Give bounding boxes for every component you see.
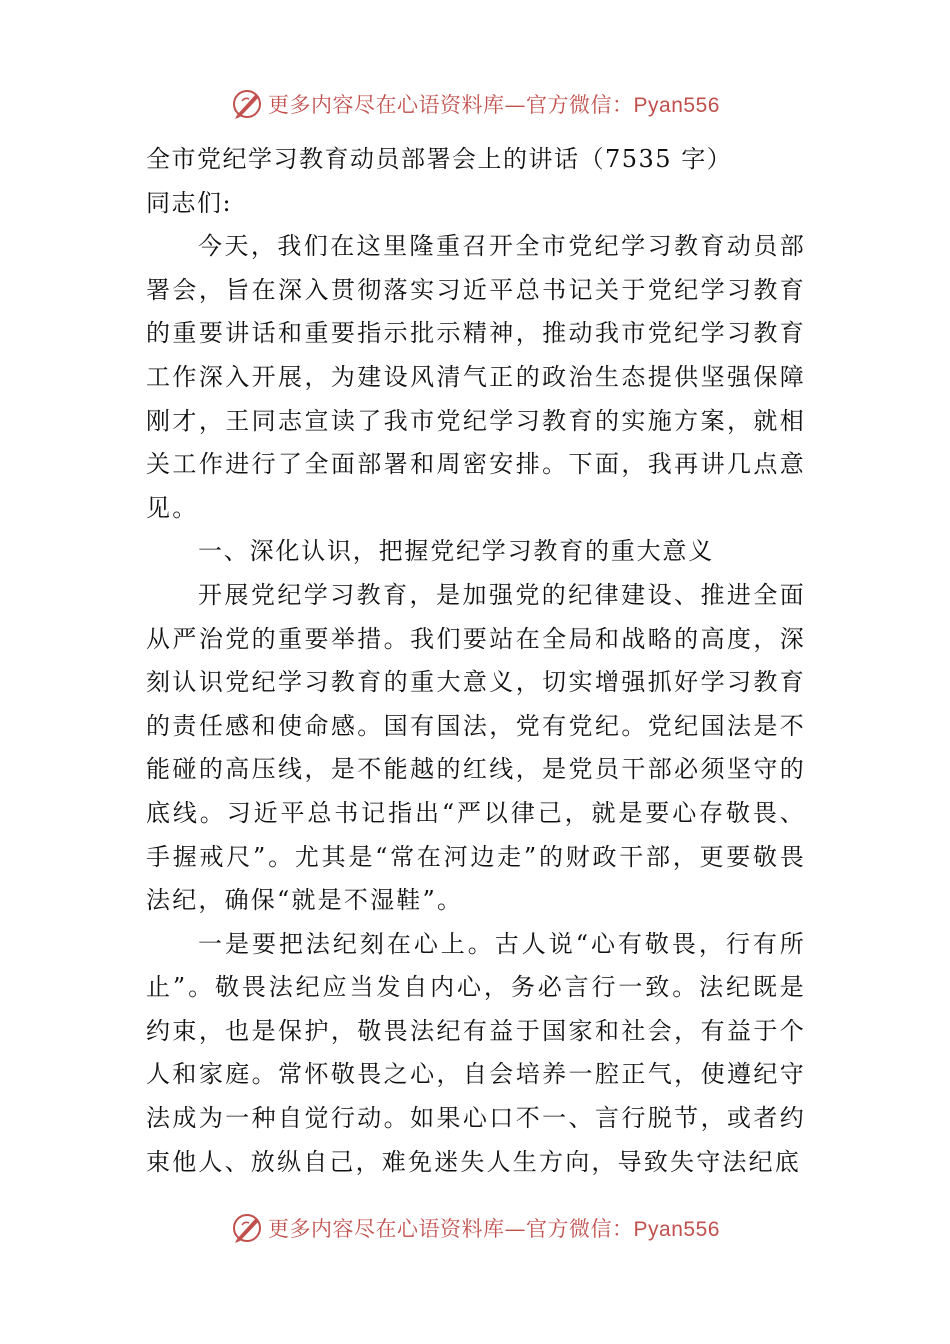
paragraph-intro: 今天，我们在这里隆重召开全市党纪学习教育动员部署会，旨在深入贯彻落实习近平总书记关于党纪学习教育的重要讲话和重要指示批示精神，推动我市党纪学习教育工作深入开展，为建设风清气正的政治生态提供坚强保障刚才，王同志宣读了我市党纪学习教育的实施方案，就相关工作进行了全面部署和周密安排。下面，我再讲几点意见。 xyxy=(146,232,806,522)
header-watermark-text: 更多内容尽在心语资料库—官方微信：Pyan556 xyxy=(268,93,720,117)
document-body xyxy=(146,138,806,1184)
pen-logo-icon xyxy=(230,87,264,121)
section-heading: 一、深化认识，把握党纪学习教育的重大意义 xyxy=(198,537,714,566)
pen-logo-icon xyxy=(230,1211,264,1245)
document-title: 全市党纪学习教育动员部署会上的讲话（7535 字） xyxy=(146,145,733,173)
footer-watermark-text: 更多内容尽在心语资料库—官方微信：Pyan556 xyxy=(268,1217,720,1241)
paragraph-significance: 开展党纪学习教育，是加强党的纪律建设、推进全面从严治党的重要举措。我们要站在全局和战略的高度，深刻认识党纪学习教育的重大意义，切实增强抓好学习教育的责任感和使命感。国有国法，党有党纪。党纪国法是不能碰的高压线，是不能越的红线，是党员干部必须坚守的底线。习近平总书记指出“严以律己，就是要心存敬畏、手握戒尺”。尤其是“常在河边走”的财政干部，更要敬畏法纪，确保“就是不湿鞋”。 xyxy=(146,580,806,915)
salutation: 同志们: xyxy=(146,188,233,217)
paragraph-point-one: 一是要把法纪刻在心上。古人说“心有敬畏，行有所止”。敬畏法纪应当发自内心，务必言行一致。法纪既是约束，也是保护，敬畏法纪有益于国家和社会，有益于个人和家庭。常怀敬畏之心，自会培养一腔正气，使遵纪守法成为一种自觉行动。如果心口不一、言行脱节，或者约束他人、放纵自己，难免迷失人生方向，导致失守法纪底 xyxy=(146,929,806,1176)
header-watermark-banner xyxy=(0,84,950,124)
footer-watermark-banner xyxy=(0,1208,950,1248)
